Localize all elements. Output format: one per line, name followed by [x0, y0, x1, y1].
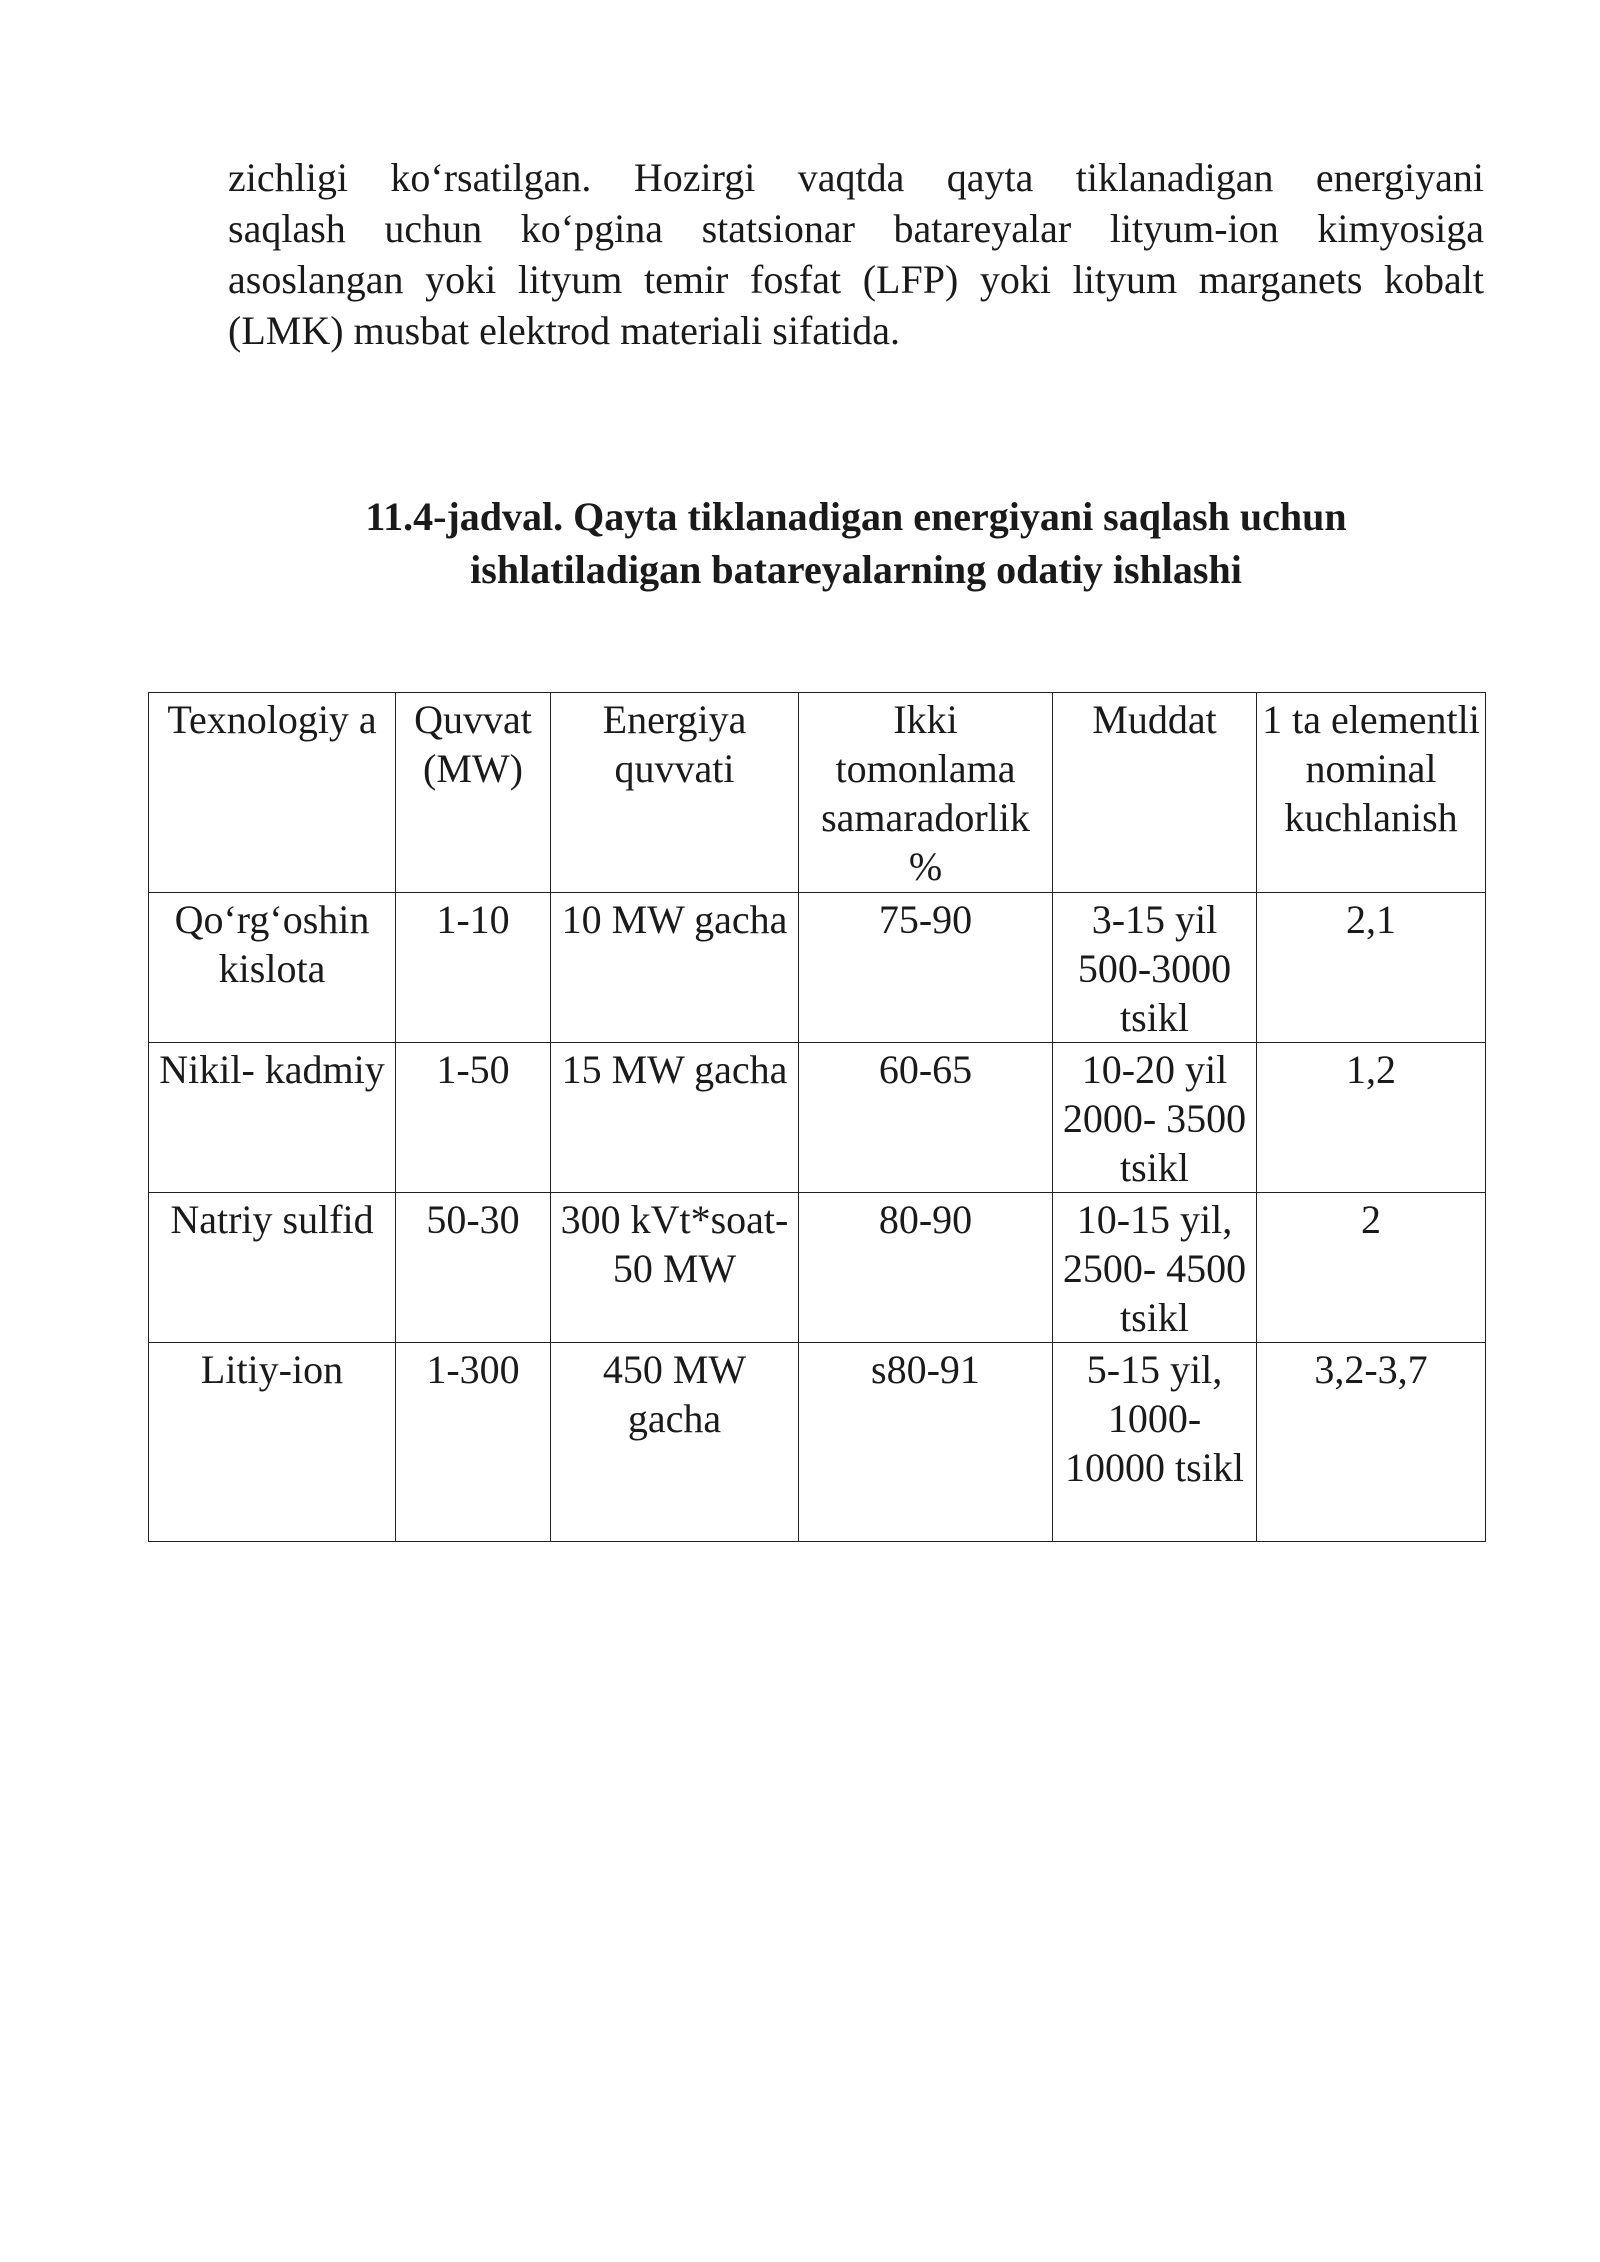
- table-cell: 1,2: [1257, 1043, 1486, 1193]
- table-row: [149, 1193, 1486, 1343]
- table-cell: 10 MW gacha: [551, 893, 799, 1043]
- table-cell: 5-15 yil, 1000- 10000 tsikl: [1053, 1343, 1257, 1542]
- table-cell: 60-65: [799, 1043, 1053, 1193]
- table-cell: 1-300: [396, 1343, 551, 1542]
- table-header-row: [149, 693, 1486, 893]
- table-cell: Litiy-ion: [149, 1343, 396, 1542]
- table-row: [149, 893, 1486, 1043]
- table-cell: Nikil- kadmiy: [149, 1043, 396, 1193]
- table-cell: 10-15 yil, 2500- 4500 tsikl: [1053, 1193, 1257, 1343]
- caption-line: 11.4-jadval. Qayta tiklanadigan energiyani saqlash uchun: [365, 494, 1347, 539]
- table-cell: 1-50: [396, 1043, 551, 1193]
- paragraph-line: (LMK) musbat elektrod materiali sifatida.: [228, 308, 901, 353]
- header-cell: Quvvat (MW): [396, 693, 551, 893]
- table-cell: 2: [1257, 1193, 1486, 1343]
- table-cell: Qo‘rg‘oshin kislota: [149, 893, 396, 1043]
- paragraph-line: saqlash uchun ko‘pgina statsionar batareyalar lityum-ion kimyosiga: [228, 206, 1484, 251]
- table-cell: 75-90: [799, 893, 1053, 1043]
- table-caption: [228, 490, 1484, 596]
- header-cell: Texnologiy a: [149, 693, 396, 893]
- table-cell: 15 MW gacha: [551, 1043, 799, 1193]
- table-row: [149, 1043, 1486, 1193]
- header-cell: Ikki tomonlama samaradorlik %: [799, 693, 1053, 893]
- table-cell: 3,2-3,7: [1257, 1343, 1486, 1542]
- table-cell: s80-91: [799, 1343, 1053, 1542]
- caption-line: ishlatiladigan batareyalarning odatiy ishlashi: [470, 547, 1242, 592]
- battery-table: [148, 692, 1486, 1542]
- table-cell: 50-30: [396, 1193, 551, 1343]
- paragraph-line: zichligi ko‘rsatilgan. Hozirgi vaqtda qayta tiklanadigan energiyani: [228, 155, 1484, 200]
- header-cell: Energiya quvvati: [551, 693, 799, 893]
- body-paragraph: [228, 152, 1484, 356]
- table-cell: 2,1: [1257, 893, 1486, 1043]
- table-row: [149, 1343, 1486, 1542]
- table-cell: 1-10: [396, 893, 551, 1043]
- table-cell: 450 MW gacha: [551, 1343, 799, 1542]
- table-cell: Natriy sulfid: [149, 1193, 396, 1343]
- table-cell: 10-20 yil 2000- 3500 tsikl: [1053, 1043, 1257, 1193]
- table-cell: 300 kVt*soat-50 MW: [551, 1193, 799, 1343]
- table-cell: 80-90: [799, 1193, 1053, 1343]
- table-cell: 3-15 yil 500-3000 tsikl: [1053, 893, 1257, 1043]
- header-cell: Muddat: [1053, 693, 1257, 893]
- header-cell: 1 ta elementli nominal kuchlanish: [1257, 693, 1486, 893]
- paragraph-line: asoslangan yoki lityum temir fosfat (LFP) yoki lityum marganets kobalt: [228, 257, 1484, 302]
